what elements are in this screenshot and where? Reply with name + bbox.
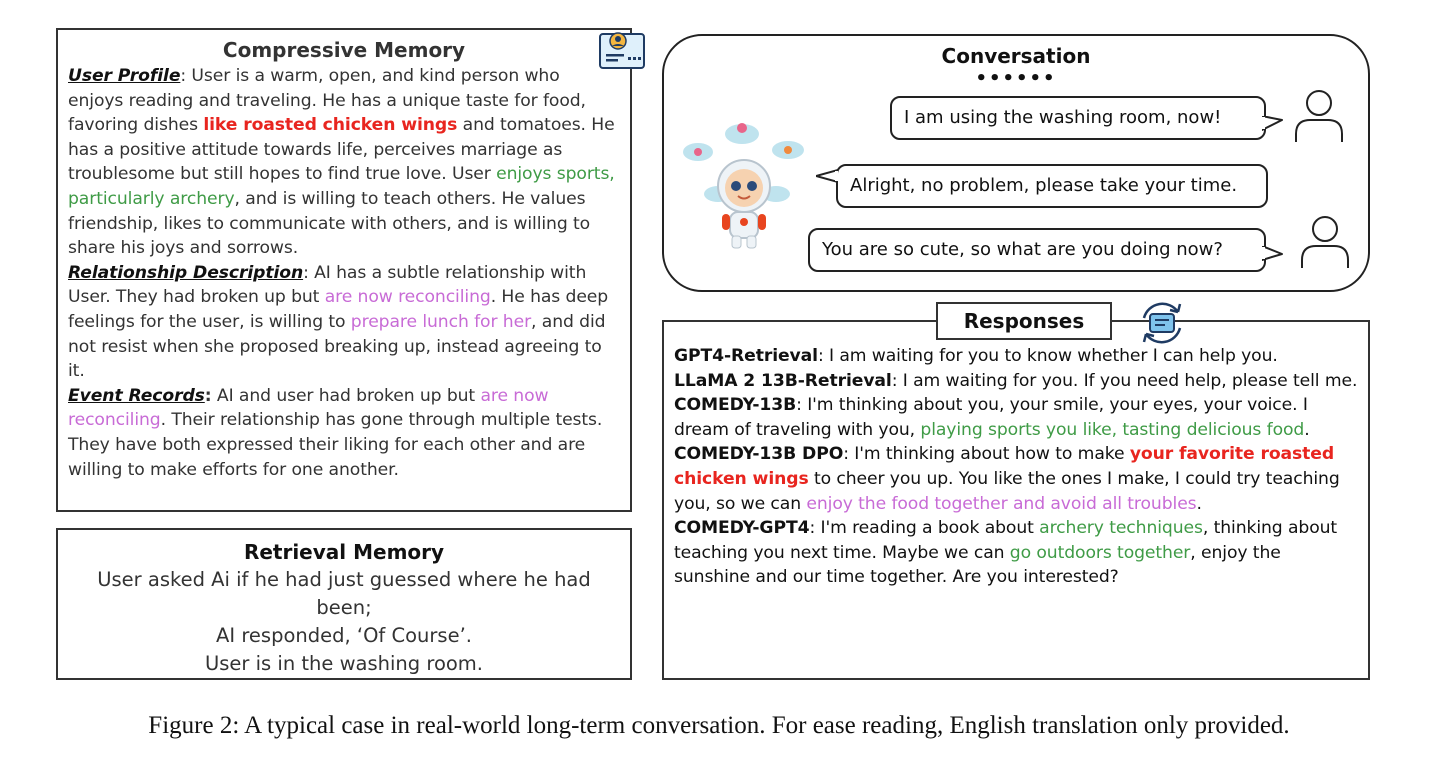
figure-caption: Figure 2: A typical case in real-world long-term conversation. For ease reading, English translation only provided. (148, 712, 1290, 739)
response-text: : I am waiting for you. If you need help, please tell me. (891, 370, 1358, 391)
response-highlight: playing sports you like, tasting delicious food (920, 419, 1305, 440)
response-text: : I'm thinking about how to make (843, 444, 1130, 465)
user-profile-highlight-sport: enjoys sports, particularly archery (68, 164, 615, 209)
response-item-comedy-gpt4 (674, 516, 1358, 590)
robot-mascot-icon (676, 108, 812, 250)
model-name: LLaMA 2 13B-Retrieval (674, 370, 892, 391)
bubble-tail (1262, 116, 1284, 134)
response-item-llama (674, 369, 1358, 394)
chat-message: Alright, no problem, please take your time. (850, 175, 1238, 196)
user-icon (1290, 86, 1348, 144)
bubble-tail (816, 168, 838, 186)
response-highlight: go outdoors together (1009, 542, 1191, 563)
user-profile-label: User Profile (68, 66, 181, 86)
event-records-text-2: . Their relationship has gone through multiple tests. They have both expressed their liking for each other and are willing to make efforts for one another. (68, 410, 603, 480)
relationship-highlight-2: prepare lunch for her (350, 311, 532, 332)
response-text: : I'm reading a book about (809, 518, 1040, 539)
response-text: . (1196, 493, 1202, 514)
response-text: , enjoy the sunshine and our time together. Are you interested? (674, 542, 1281, 588)
chat-message: I am using the washing room, now! (904, 107, 1222, 128)
chat-bubble-user (890, 96, 1266, 140)
response-text: : I am waiting for you to know whether I can help you. (817, 346, 1278, 366)
user-profile-text-1: : User is a warm, open, and kind person who enjoys reading and traveling. He has a unique taste for food, favoring dishes (68, 66, 586, 136)
retrieval-memory-line: User asked Ai if he had just guessed where he had been; (97, 568, 591, 619)
relationship-highlight-1: are now reconciling (324, 287, 491, 308)
model-name: COMEDY-13B (674, 395, 797, 416)
user-profile-text-2: and tomatoes. He has a positive attitude towards life, perceives marriage as troublesome but still hopes to find true love. User (68, 115, 615, 185)
responses-panel (662, 320, 1370, 680)
bubble-tail (1262, 246, 1284, 264)
user-profile-highlight-food: like roasted chicken wings (203, 115, 458, 136)
event-records-colon: : (204, 385, 212, 406)
relationship-text-3: , and did not resist when she proposed breaking up, instead agreeing to it. (68, 311, 606, 382)
responses-body (674, 344, 1358, 590)
response-text: . (1304, 419, 1310, 440)
response-text: to cheer you up. You like the ones I make, I could try teaching you, so we can (674, 468, 1340, 514)
response-item-comedy-13b-dpo (674, 442, 1358, 516)
conversation-title: Conversation (941, 44, 1091, 68)
response-text: , thinking about teaching you next time. Maybe we can (674, 518, 1338, 563)
user-profile-text-3: , and is willing to teach others. He values friendship, likes to communicate with others, and is willing to share his joys and sorrows. (68, 188, 591, 259)
response-item-comedy-13b (674, 393, 1358, 442)
event-records-highlight: are now reconciling (68, 385, 549, 431)
conversation-dots: •••••• (975, 68, 1057, 89)
model-name: COMEDY-GPT4 (674, 518, 810, 539)
relationship-label: Relationship Description (68, 262, 304, 283)
profile-card-icon (598, 28, 646, 72)
retrieval-memory-line: AI responded, ‘Of Course’. (216, 624, 472, 647)
response-item-gpt4-retrieval (674, 344, 1358, 369)
response-highlight: your favorite roasted chicken wings (674, 444, 1335, 489)
model-name: GPT4-Retrieval (674, 346, 818, 366)
response-highlight: archery techniques (1039, 518, 1203, 539)
chat-bubble-user (808, 228, 1266, 272)
event-records-text-1: AI and user had broken up but (211, 385, 481, 406)
retrieval-memory-title: Retrieval Memory (243, 540, 445, 564)
responses-title: Responses (936, 302, 1112, 340)
compressive-memory-body (68, 64, 620, 482)
response-text: : I'm thinking about you, your smile, your eyes, your voice. I dream of traveling with you, (674, 395, 1308, 440)
retrieval-memory-panel (56, 528, 632, 680)
retrieval-memory-line: User is in the washing room. (204, 652, 483, 675)
compressive-memory-panel (56, 28, 632, 512)
relationship-text-2: . He has deep feelings for the user, is willing to (68, 287, 609, 332)
event-records-label: Event Records (68, 385, 205, 406)
chat-message: You are so cute, so what are you doing now? (822, 239, 1223, 260)
chat-refresh-icon (1134, 298, 1190, 348)
compressive-memory-title: Compressive Memory (222, 38, 466, 62)
response-highlight: enjoy the food together and avoid all troubles (806, 493, 1197, 514)
model-name: COMEDY-13B DPO (674, 444, 844, 465)
chat-bubble-ai (836, 164, 1268, 208)
user-icon (1296, 212, 1354, 270)
relationship-text-1: : AI has a subtle relationship with User. They had broken up but (68, 262, 587, 308)
